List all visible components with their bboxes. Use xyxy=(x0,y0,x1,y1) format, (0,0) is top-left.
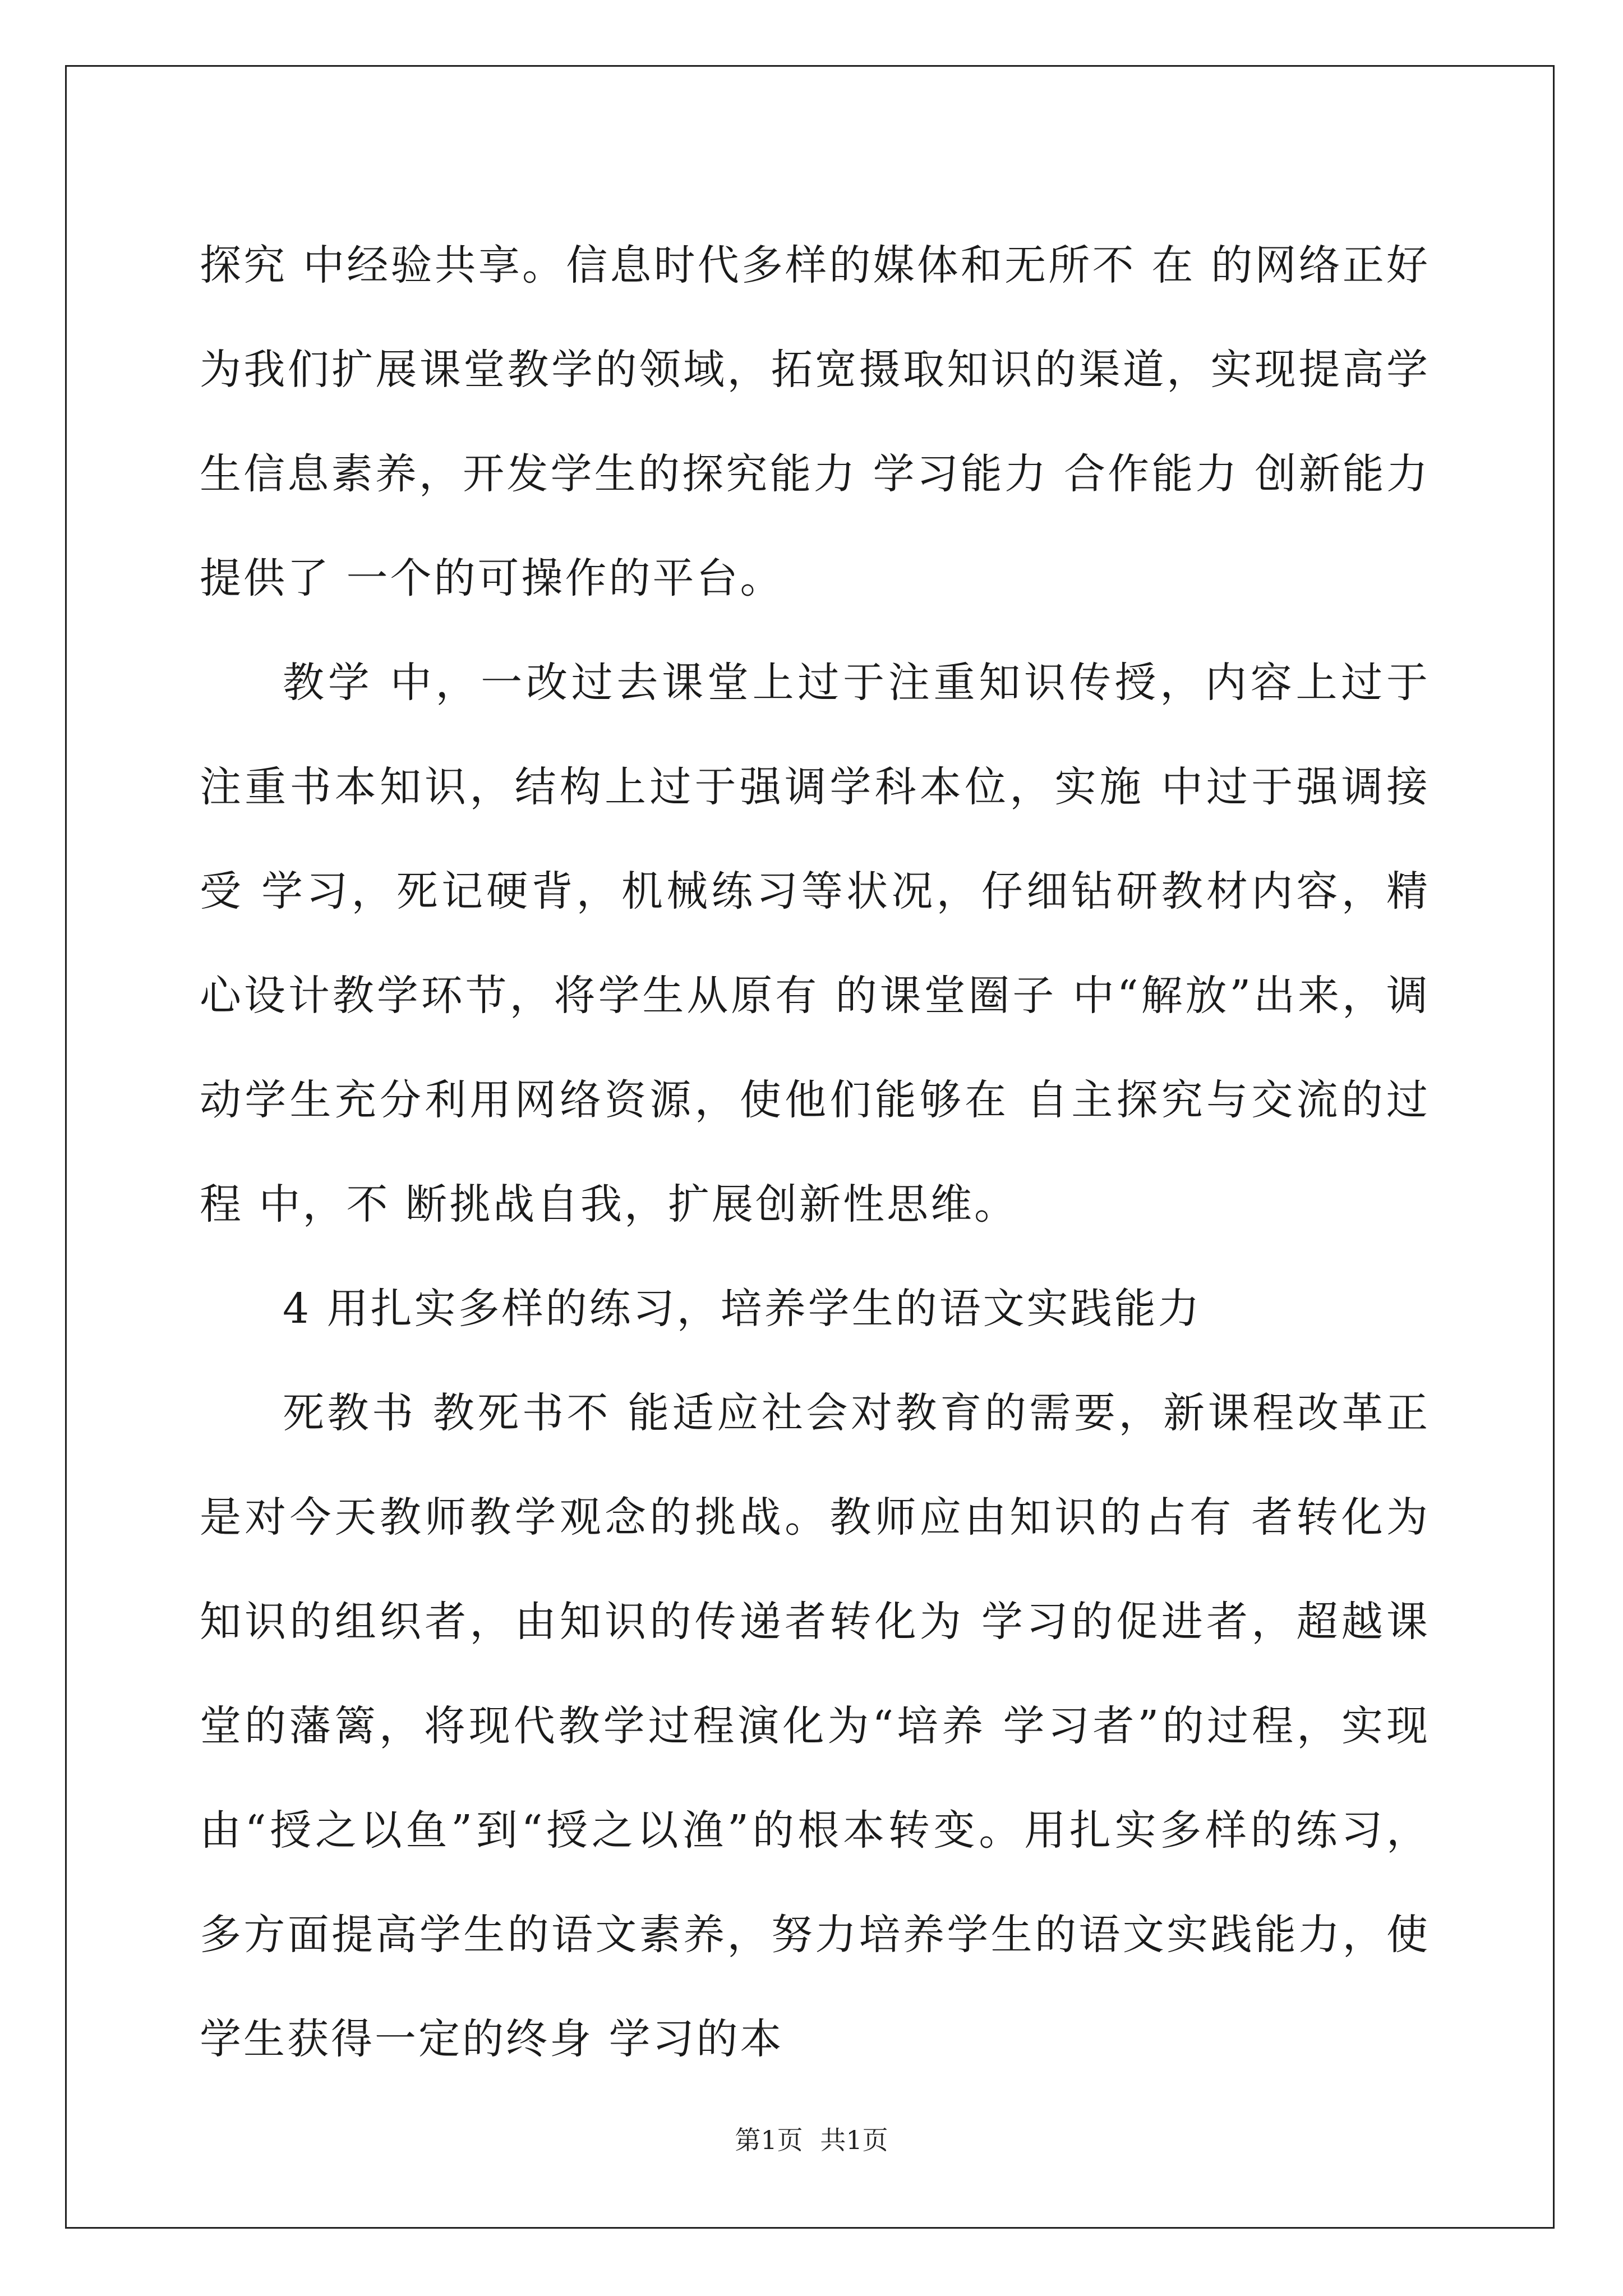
page-footer xyxy=(0,2123,1623,2157)
paragraph-1: 探究 中经验共享。信息时代多样的媒体和无所不 在 的网络正好为我们扩展课堂教学的领域，拓宽摄取知识的渠道，实现提高学生信息素养，开发学生的探究能力 学习能力 合作能力 创新能力提供了 一个的可操作的平台。 xyxy=(200,241,1430,602)
page-number: 第1页 xyxy=(735,2125,803,2155)
document-body xyxy=(200,213,1430,2091)
page-total: 共1页 xyxy=(820,2125,888,2155)
paragraph-3: 死教书 教死书不 能适应社会对教育的需要，新课程改革正是对今天教师教学观念的挑战。教师应由知识的占有 者转化为知识的组织者，由知识的传递者转化为 学习的促进者，超越课堂的藩篱，将现代教学过程演化为“培养 学习者”的过程，实现由“授之以鱼”到“授之以渔”的根本转变。用扎实多样的练习，多方面提高学生的语文素养，努力培养学生的语文实践能力，使学生获得一定的终身 学习的本 xyxy=(200,1389,1430,2063)
paragraph-2: 教学 中，一改过去课堂上过于注重知识传授，内容上过于注重书本知识，结构上过于强调学科本位，实施 中过于强调接受 学习，死记硬背，机械练习等状况，仔细钻研教材内容，精心设计教学环节，将学生从原有 的课堂圈子 中“解放”出来，调动学生充分利用网络资源，使他们能够在 自主探究与交流的过程 中，不 断挑战自我，扩展创新性思维。 xyxy=(200,659,1430,1228)
section-heading: 4 用扎实多样的练习，培养学生的语文实践能力 xyxy=(283,1285,1202,1333)
